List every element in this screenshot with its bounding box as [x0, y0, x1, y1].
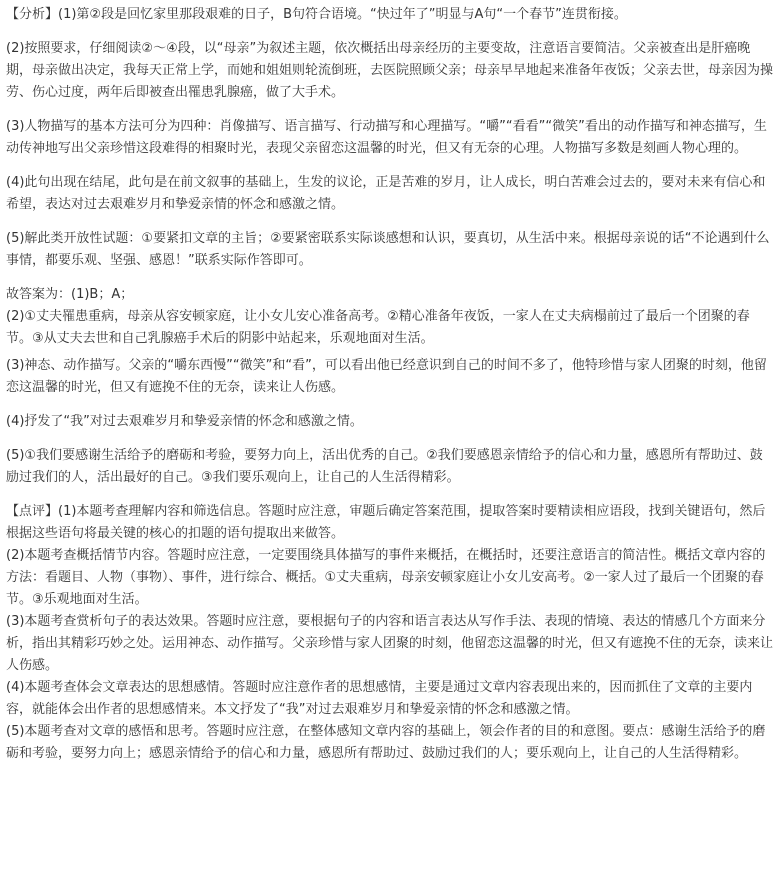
analysis-item-5: (5)解此类开放性试题：①要紧扣文章的主旨；②要紧密联系实际谈感想和认识，要真切，从生活中来。根据母亲说的话“不论遇到什么事情，都要乐观、坚强、感恩！”联系实际作答即可。 — [6, 231, 770, 268]
comment-item-2: (2)本题考查概括情节内容。答题时应注意，一定要围绕具体描写的事件来概括，在概括时，还要注意语言的简洁性。概括文章内容的方法：看题目、人物（事物）、事件，进行综合、概括。①丈夫重病，母亲安顿家庭让小女儿安高考。②一家人过了最后一个团聚的春节。③乐观地面对生活。 — [6, 548, 766, 607]
comment-item-3: (3)本题考查赏析句子的表达效果。答题时应注意，要根据句子的内容和语言表达从写作手法、表现的情境、表达的情感几个方面来分析，指出其精彩巧妙之处。运用神态、动作描写。父亲珍惜与家人团聚的时刻，他留恋这温馨的时光，但又有遮挽不住的无奈，读来让人伤感。 — [6, 614, 774, 673]
answer-item-5: (5)①我们要感谢生活给予的磨砺和考验，要努力向上，活出优秀的自己。②我们要感恩亲情给予的信心和力量，感恩所有帮助过、鼓励过我们的人，活出最好的自己。③我们要乐观向上，让自己的人生活得精彩。 — [6, 448, 763, 485]
answer-summary: 故答案为：(1)B；A； — [6, 287, 134, 302]
answer-item-4: (4)抒发了“我”对过去艰难岁月和挚爱亲情的怀念和感激之情。 — [6, 414, 363, 429]
comment-item-1: 【点评】(1)本题考查理解内容和筛选信息。答题时应注意，审题后确定答案范围，提取答案时要精读相应语段，找到关键语句，然后根据这些语句将最关键的核心的扣题的语句提取出来做答。 — [6, 504, 766, 541]
analysis-item-3: (3)人物描写的基本方法可分为四种：肖像描写、语言描写、行动描写和心理描写。“嚼”“看看”“微笑”看出的动作描写和神态描写，生动传神地写出父亲珍惜这段难得的相聚时光，表现父亲留恋这温馨的时光，但又有无奈的心理。人物描写多数是刻画人物心理的。 — [6, 119, 767, 156]
analysis-item-4: (4)此句出现在结尾，此句是在前文叙事的基础上，生发的议论，正是苦难的岁月，让人成长，明白苦难会过去的，要对未来有信心和希望，表达对过去艰难岁月和挚爱亲情的怀念和感激之情。 — [6, 175, 766, 212]
answer-item-2: (2)①丈夫罹患重病，母亲从容安顿家庭，让小女儿安心准备高考。②精心准备年夜饭，一家人在丈夫病榻前过了最后一个团聚的春节。③从丈夫去世和自己乳腺癌手术后的阴影中站起来，乐观地面对生活。 — [6, 309, 750, 346]
comment-item-5: (5)本题考查对文章的感悟和思考。答题时应注意，在整体感知文章内容的基础上，领会作者的目的和意图。要点：感谢生活给予的磨砺和考验，要努力向上；感恩亲情给予的信心和力量，感恩所有帮助过、鼓励过我们的人；要乐观向上，让自己的人生活得精彩。 — [6, 724, 766, 761]
comment-item-4: (4)本题考查体会文章表达的思想感情。答题时应注意作者的思想感情，主要是通过文章内容表现出来的，因而抓住了文章的主要内容，就能体会出作者的思想感情来。本文抒发了“我”对过去艰难岁月和挚爱亲情的怀念和感激之情。 — [6, 680, 753, 717]
analysis-item-2: (2)按照要求，仔细阅读②～④段，以“母亲”为叙述主题，依次概括出母亲经历的主要变故，注意语言要简洁。父亲被查出是肝癌晚期，母亲做出决定，我每天正常上学，而她和姐姐则轮流倒班，去医院照顾父亲；母亲早早地起来准备年夜饭；父亲去世，母亲因为操劳、伤心过度，两年后即被查出罹患乳腺癌，做了大手术。 — [6, 41, 774, 100]
analysis-item-1: 【分析】(1)第②段是回忆家里那段艰难的日子，B句符合语境。“快过年了”明显与A句“一个春节”连贯衔接。 — [6, 7, 627, 22]
answer-item-3: (3)神态、动作描写。父亲的“嚼东西慢”“微笑”和“看”，可以看出他已经意识到自己的时间不多了，他特珍惜与家人团聚的时刻，他留恋这温馨的时光，但又有遮挽不住的无奈，读来让人伤感。 — [6, 358, 767, 395]
